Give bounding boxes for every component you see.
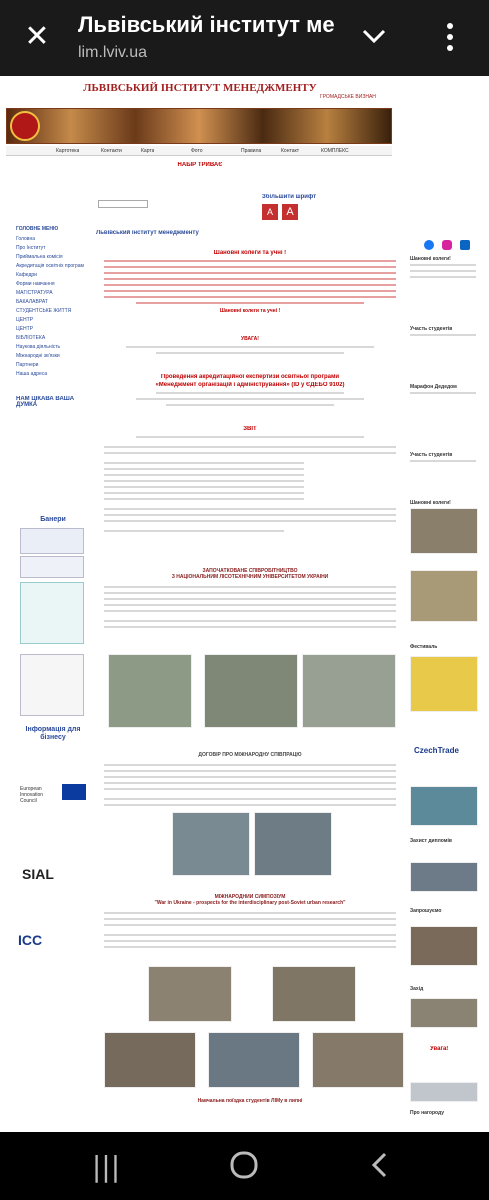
browser-toolbar bbox=[0, 0, 489, 76]
nav-item[interactable]: Правила bbox=[241, 148, 262, 154]
news-item[interactable]: Запрошуємо bbox=[410, 908, 442, 914]
notice-title: Шановні колеги та учні ! bbox=[213, 250, 287, 256]
banner-dntb[interactable] bbox=[20, 556, 84, 578]
page-title: Львівський інститут ме bbox=[78, 12, 335, 37]
sidebar-item[interactable]: Акредитація освітніх програм bbox=[16, 263, 84, 269]
sidebar-item[interactable]: Головна bbox=[16, 236, 35, 242]
news-item[interactable]: Участь студентів bbox=[410, 452, 453, 458]
banner-education[interactable] bbox=[20, 582, 84, 644]
agreement-title[interactable]: ДОГОВІР ПРО МІЖНАРОДНУ СПІВПРАЦЮ bbox=[198, 752, 302, 758]
news-item[interactable]: Захід bbox=[410, 986, 424, 992]
news-photo-3[interactable] bbox=[410, 656, 478, 712]
sidebar-item[interactable]: Наукова діяльність bbox=[16, 344, 61, 350]
facebook-icon[interactable] bbox=[424, 240, 434, 250]
right-column bbox=[408, 226, 480, 1126]
symposium-photo-3[interactable] bbox=[104, 1032, 196, 1088]
nav-item[interactable]: Картотека bbox=[56, 148, 80, 154]
cooperation-photo-3[interactable] bbox=[302, 654, 396, 728]
icc-logo: ICC bbox=[18, 932, 43, 948]
news-item[interactable]: Участь студентів bbox=[410, 326, 453, 332]
zoom-label: Збільшити шрифт bbox=[262, 194, 317, 200]
banner-ua[interactable] bbox=[20, 528, 84, 554]
sidebar bbox=[14, 226, 92, 946]
eu-flag-icon bbox=[62, 784, 86, 800]
symposium-photo-5[interactable] bbox=[312, 1032, 404, 1088]
news-item[interactable]: Про нагороду bbox=[410, 1110, 445, 1116]
cooperation-photo-2[interactable] bbox=[204, 654, 298, 728]
banners-title: Банери bbox=[40, 516, 66, 523]
system-nav-bar bbox=[0, 1132, 489, 1200]
cooperation-photo-1[interactable] bbox=[108, 654, 192, 728]
sidebar-item[interactable]: БАКАЛАВРАТ bbox=[16, 299, 48, 305]
news-photo-7[interactable] bbox=[410, 998, 478, 1028]
trip-title[interactable]: Навчальна поїздка студентів ЛІМу в липні bbox=[197, 1098, 303, 1104]
main-column bbox=[96, 226, 406, 1126]
nav-item[interactable]: КОМПЛЕКС bbox=[321, 148, 349, 154]
instagram-icon[interactable] bbox=[442, 240, 452, 250]
back-icon[interactable] bbox=[360, 1150, 400, 1184]
accreditation-subtitle: «Менеджмент організацій і адміністрування» (ID у ЄДЕБО 9102) bbox=[155, 382, 345, 388]
symposium-title[interactable]: МІЖНАРОДНИЙ СИМПОЗІУМ bbox=[214, 894, 286, 900]
czechtrade-logo[interactable]: CzechTrade bbox=[414, 746, 459, 755]
cooperation-title[interactable]: ЗАПОЧАТКОВАНЕ СПІВРОБІТНИЦТВО bbox=[202, 568, 298, 574]
eu-label: European Innovation Council bbox=[20, 786, 44, 804]
news-photo-5[interactable] bbox=[410, 862, 478, 892]
sidebar-item[interactable]: Кафедри bbox=[16, 272, 37, 278]
logo bbox=[10, 111, 40, 141]
site-title: ЛЬВІВСЬКИЙ ІНСТИТУТ МЕНЕДЖМЕНТУ bbox=[83, 82, 317, 94]
font-bigger-button[interactable] bbox=[282, 204, 298, 220]
webpage-screenshot bbox=[0, 76, 489, 1132]
symposium-photo-1[interactable] bbox=[148, 966, 232, 1022]
news-item[interactable]: Шановні колеги! bbox=[410, 500, 451, 506]
home-icon[interactable] bbox=[224, 1150, 264, 1184]
recent-apps-icon[interactable]: ||| bbox=[91, 1150, 121, 1183]
menu-title: ГОЛОВНЕ МЕНЮ bbox=[16, 226, 59, 232]
banner-osvita[interactable] bbox=[20, 654, 84, 716]
news-photo-6[interactable] bbox=[410, 926, 478, 966]
news-photo-2[interactable] bbox=[410, 570, 478, 622]
news-photo-1[interactable] bbox=[410, 508, 478, 554]
admission-banner[interactable]: НАБІР ТРИВАЄ bbox=[177, 162, 223, 168]
chevron-down-icon[interactable] bbox=[360, 22, 388, 50]
news-item[interactable]: Марафон Дедедом bbox=[410, 384, 457, 390]
poll-title: НАМ ЦІКАВА ВАША ДУМКА bbox=[16, 396, 75, 408]
sial-logo: SIAL bbox=[22, 866, 54, 882]
symposium-photo-4[interactable] bbox=[208, 1032, 300, 1088]
report-title[interactable]: ЗВІТ bbox=[243, 426, 257, 432]
nav-item[interactable]: Карта bbox=[141, 148, 155, 154]
font-smaller-button[interactable] bbox=[262, 204, 278, 220]
header-banner bbox=[6, 108, 392, 144]
sidebar-item[interactable]: БІБЛІОТЕКА bbox=[16, 335, 46, 341]
page-url[interactable]: lim.lviv.ua bbox=[78, 44, 148, 61]
sidebar-item[interactable]: Про Інститут bbox=[16, 245, 46, 251]
site-subtitle: ГРОМАДСЬКЕ ВИЗНАН bbox=[320, 94, 376, 100]
search-input[interactable] bbox=[98, 200, 148, 208]
symposium-subtitle: "War in Ukraine - prospects for the interdisciplinary post-Soviet urban research" bbox=[154, 900, 346, 906]
sidebar-item[interactable]: СТУДЕНТСЬКЕ ЖИТТЯ bbox=[16, 308, 72, 314]
cooperation-subtitle: З НАЦІОНАЛЬНИМ ЛІСОТЕХНІЧНИМ УНІВЕРСИТЕТОМ УКРАЇНИ bbox=[171, 574, 329, 580]
nav-item[interactable]: Фото bbox=[191, 148, 203, 154]
agreement-photo-2[interactable] bbox=[254, 812, 332, 876]
more-options-icon[interactable] bbox=[440, 20, 460, 54]
linkedin-icon[interactable] bbox=[460, 240, 470, 250]
sidebar-item[interactable]: Міжнародні зв'язки bbox=[16, 353, 60, 359]
sidebar-item[interactable]: Партнери bbox=[16, 362, 39, 368]
sidebar-item[interactable]: Приймальна комісія bbox=[16, 254, 63, 260]
font-a-label: A bbox=[266, 207, 273, 217]
top-nav bbox=[6, 146, 392, 156]
main-heading: Львівський інститут менеджменту bbox=[96, 230, 199, 236]
nav-item[interactable]: Контакти bbox=[101, 148, 122, 154]
sidebar-item[interactable]: ЦЕНТР bbox=[16, 326, 34, 332]
sidebar-item[interactable]: ЦЕНТР bbox=[16, 317, 34, 323]
news-item[interactable]: Захист дипломів bbox=[410, 838, 452, 844]
sidebar-item[interactable]: Форми навчання bbox=[16, 281, 55, 287]
agreement-photo-1[interactable] bbox=[172, 812, 250, 876]
notice-footer: Шановні колеги та учні ! bbox=[219, 308, 281, 314]
news-item[interactable]: Шановні колеги! bbox=[410, 256, 451, 262]
accreditation-title[interactable]: Проведення акредитаційної експертизи освітньої програми bbox=[160, 374, 340, 380]
symposium-photo-2[interactable] bbox=[272, 966, 356, 1022]
sidebar-item[interactable]: Наша адреса bbox=[16, 371, 48, 377]
news-item[interactable]: Фестиваль bbox=[410, 644, 438, 650]
close-icon[interactable]: ✕ bbox=[24, 19, 50, 54]
nav-item[interactable]: Контакт bbox=[281, 148, 300, 154]
biz-title: Інформація для бізнесу bbox=[25, 726, 81, 741]
news-photo-8[interactable] bbox=[410, 1082, 478, 1102]
news-item[interactable]: Увага! bbox=[430, 1046, 449, 1052]
attention-link[interactable]: УВАГА! bbox=[241, 336, 259, 342]
sidebar-item[interactable]: МАГІСТРАТУРА bbox=[16, 290, 53, 296]
font-a-label: A bbox=[286, 206, 294, 218]
news-photo-4[interactable] bbox=[410, 786, 478, 826]
